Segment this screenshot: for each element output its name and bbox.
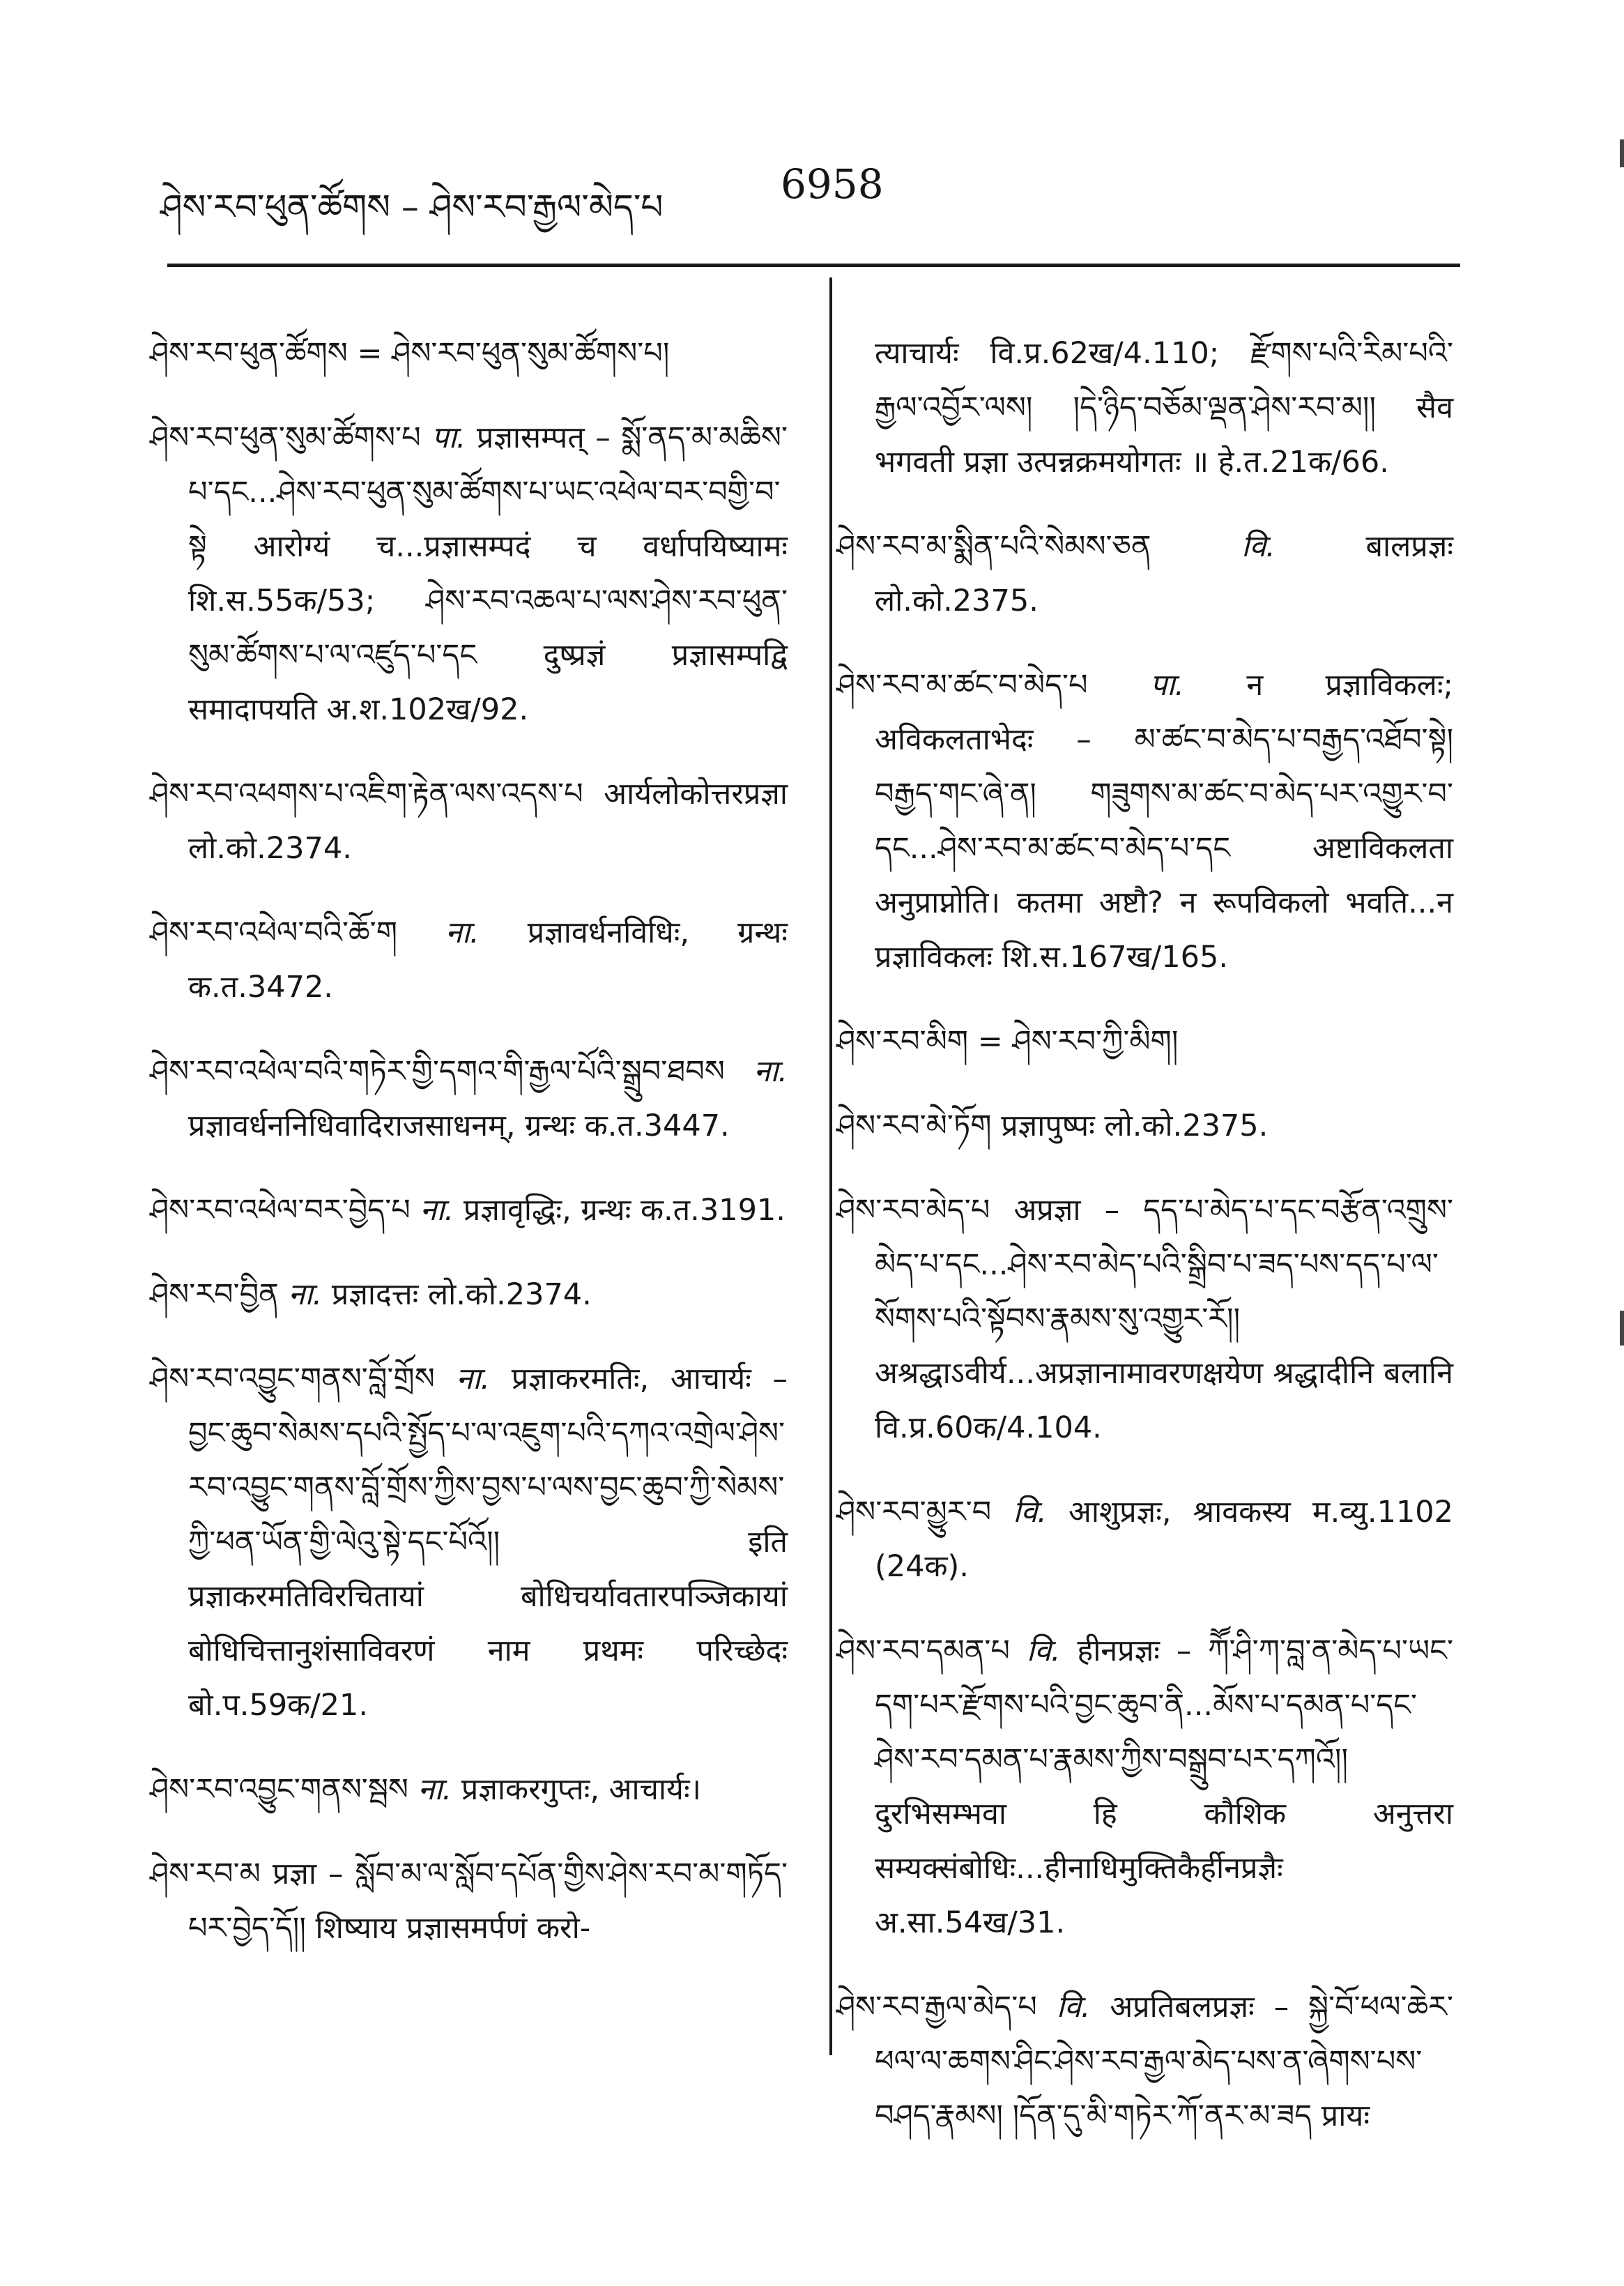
entry-abbreviation: ना. [288,1277,323,1312]
dictionary-entry [150,1044,788,1153]
dictionary-entry [150,411,788,737]
dictionary-entry [836,1014,1453,1069]
entry-headword: ཤེས་རབ་ཕུན་ཚོགས [150,336,348,371]
entry-definition: प्रज्ञाकरमतिः, आचार्यः – བྱང་ཆུབ་སེམས་དཔའི་སྤྱོད་པ་ལ་འཇུག་པའི་དཀའ་འགྲེལ་ཤེས་རབ་འབྱུང་གནས་བློ་གྲོས་ཀྱིས་བྱས་པ་ལས་བྱང་ཆུབ་ཀྱི་སེམས་ཀྱི་ཕན་ཡོན་གྱི་ལེའུ་སྟེ་དང་པོའོ།། इति प्रज्ञाकरमतिविरचितायां बोधिचर्यावतारपञ्जिकायां बोधिचित्तानुशंसाविवरणं नाम प्रथमः परिच्छेदः बो.प.59क/21. [188,1362,788,1723]
entry-headword: ཤེས་རབ་བྱིན [150,1277,279,1312]
dictionary-entry [836,519,1453,628]
entry-definition: प्रज्ञा – སློབ་མ་ལ་སློབ་དཔོན་གྱིས་ཤེས་རབ་མ་གཏོད་པར་བྱེད་དོ།། शिष्याय प्रज्ञासमर्पणं करो- [188,1857,788,1946]
entry-headword: ཤེས་རབ་མྱུར་བ [836,1495,992,1530]
scan-margin-mark [1620,1311,1624,1346]
scan-margin-mark [1620,139,1624,167]
entry-headword: ཤེས་རབ་མ་ཚང་བ་མེད་པ [836,668,1088,703]
entry-headword: ཤེས་རབ་འཕགས་པ་འཇིག་རྟེན་ལས་འདས་པ [150,777,583,811]
entry-headword: ཤེས་རབ་འཕེལ་བའི་གཏེར་གྱི་དགའ་གི་རྒྱལ་པོའི་སྒྲུབ་ཐབས [150,1054,725,1089]
entry-definition: हीनप्रज्ञः – ཀཽ་ཤི་ཀ་བླ་ན་མེད་པ་ཡང་དག་པར་རྫོགས་པའི་བྱང་ཆུབ་ནི...མོས་པ་དམན་པ་དང་ཤེས་རབ་དམན་པ་རྣམས་ཀྱིས་བསྒྲུབ་པར་དཀའོ།། दुरभिसम्भवा हि कौशिक अनुत्तरा सम्यक्संबोधिः...हीनाधिमुक्तिकैर्हीनप्रज्ञैः अ.सा.54ख/31. [875,1633,1454,1940]
entry-definition: प्रज्ञावर्धनविधिः, ग्रन्थः क.त.3472. [188,915,788,1005]
entry-definition: बालप्रज्ञः लो.को.2375. [875,529,1454,618]
dictionary-entry [150,326,788,381]
entry-headword: ཤེས་རབ་རྒྱལ་མེད་པ [836,1990,1037,2025]
page-number: 6958 [781,160,884,208]
entry-headword: ཤེས་རབ་འབྱུང་གནས་བློ་གྲོས [150,1362,435,1396]
entry-definition: प्रज्ञावर्धननिधिवादिराजसाधनम्, ग्रन्थः क.त.3447. [188,1108,730,1143]
entry-abbreviation: वि. [1013,1495,1047,1530]
entry-abbreviation: ना. [753,1054,788,1089]
dictionary-entry [836,1624,1453,1950]
dictionary-entry [150,906,788,1014]
header-rule [167,264,1460,267]
dictionary-entry-continuation [836,326,1453,489]
entry-definition: अप्रज्ञा – དད་པ་མེད་པ་དང་བརྩོན་འགྲུས་མེད་པ་དང...ཤེས་རབ་མེད་པའི་སྒྲིབ་པ་ཟད་པས་དད་པ་ལ་སོགས་པའི་སྟོབས་རྣམས་སུ་འགྱུར་རོ།། अश्रद्धाऽवीर्य...अप्रज्ञानामावरणक्षयेण श्रद्धादीनि बलानि वि.प्र.60क/4.104. [875,1193,1454,1445]
column-divider [829,277,832,2055]
dictionary-entry [836,1183,1453,1455]
entry-abbreviation: ना. [445,915,480,950]
dictionary-entry [150,767,788,876]
dictionary-entry [836,1980,1453,2143]
dictionary-entry [150,1267,788,1322]
entry-definition: प्रज्ञादत्तः लो.को.2374. [331,1277,592,1312]
entry-definition: प्रज्ञापुष्पः लो.को.2375. [1001,1108,1269,1143]
entry-headword: ཤེས་རབ་མིག [836,1024,969,1059]
entry-abbreviation: ना. [420,1193,454,1228]
entry-definition: = ཤེས་རབ་ཕུན་སུམ་ཚོགས་པ། [357,336,670,371]
dictionary-entry [150,1847,788,1956]
dictionary-entry [150,1762,788,1817]
entry-headword: ཤེས་རབ་མ་སྨིན་པའི་སེམས་ཅན [836,529,1151,564]
entry-abbreviation: ना. [418,1772,452,1807]
entry-abbreviation: वि. [1241,529,1276,564]
entry-definition: प्रज्ञावृद्धिः, ग्रन्थः क.त.3191. [463,1193,786,1228]
entry-headword: ཤེས་རབ་མེད་པ [836,1193,990,1228]
dictionary-entry [836,1099,1453,1153]
entry-headword: ཤེས་རབ་ཕུན་སུམ་ཚོགས་པ [150,420,421,455]
entry-definition: = ཤེས་རབ་ཀྱི་མིག། [977,1024,1179,1059]
entry-headword: ཤེས་རབ་འབྱུང་གནས་སྦས [150,1772,408,1807]
dictionary-entry [836,658,1453,984]
entry-definition: आशुप्रज्ञः, श्रावकस्य म.व्यु.1102 (24क). [875,1495,1454,1584]
dictionary-entry [150,1352,788,1732]
dictionary-entry [836,1485,1453,1594]
entry-definition: अप्रतिबलप्रज्ञः – སྐྱེ་བོ་ཕལ་ཆེར་ཕལ་ལ་ཆགས་ཤིང་ཤེས་རབ་རྒྱལ་མེད་པས་ན་ཞེགས་པས་བཤད་རྣམས། །དོན་དུ་མི་གཏེར་ཀོ་ནར་མ་ཟད प्रायः [875,1990,1454,2133]
entry-abbreviation: वि. [1056,1990,1091,2025]
page-header [160,160,1450,227]
left-column [150,296,788,1968]
entry-headword: ཤེས་རབ་མེ་ཏོག [836,1108,992,1143]
dictionary-entry [150,1183,788,1237]
running-head: ཤེས་རབ་ཕུན་ཚོགས – ཤེས་རབ་རྒྱལ་མེད་པ [160,187,664,227]
entry-definition: न प्रज्ञाविकलः; अविकलताभेदः – མ་ཚང་བ་མེད་པ་བརྒྱད་འཐོབ་སྟེ། བརྒྱད་གང་ཞེ་ན། གཟུགས་མ་ཚང་བ་མེད་པར་འགྱུར་བ་དང...ཤེས་རབ་མ་ཚང་བ་མེད་པ་དང अष्टाविकलता अनुप्राप्नोति। कतमा अष्टौ? न रूपविकलो भवति...न प्रज्ञाविकलः शि.स.167ख/165. [875,668,1454,975]
right-column [836,296,1453,2156]
entry-abbreviation: पा. [1149,668,1185,703]
entry-definition: त्याचार्यः वि.प्र.62ख/4.110; རྫོགས་པའི་རིམ་པའི་རྒྱལ་འབྱོར་ལས། །དེ་ཉིད་བཅོམ་ལྡན་ཤེས་རབ་མ།། सैव भगवती प्रज्ञा उत्पन्नक्रमयोगतः ॥ हे.त.21क/66. [875,336,1453,480]
entry-abbreviation: ना. [456,1362,491,1396]
entry-definition: प्रज्ञाकरगुप्तः, आचार्यः। [461,1772,701,1807]
entry-definition: प्रज्ञासम्पत् – སྨོ་ནད་མ་མཆིས་པ་དང...ཤེས་རབ་ཕུན་སུམ་ཚོགས་པ་ཡང་འཕེལ་བར་བགྱི་བ་སྟེ आरोग्यं च...प्रज्ञासम्पदं च वर्धापयिष्यामः शि.स.55क/53; ཤེས་རབ་འཆལ་པ་ལས་ཤེས་རབ་ཕུན་སུམ་ཚོགས་པ་ལ་འཛུད་པ་དང दुष्प्रज्ञं प्रज्ञासम्पद्वि समादापयति अ.श.102ख/92. [188,420,788,727]
entry-headword: ཤེས་རབ་དམན་པ [836,1633,1010,1668]
entry-abbreviation: पा. [431,420,466,455]
entry-abbreviation: वि. [1026,1633,1061,1668]
entry-headword: ཤེས་རབ་འཕེལ་བའི་ཆོ་ག [150,915,397,950]
entry-definition: आर्यलोकोत्तरप्रज्ञा लो.को.2374. [188,777,788,866]
entry-headword: ཤེས་རབ་འཕེལ་བར་བྱེད་པ [150,1193,411,1228]
entry-headword: ཤེས་རབ་མ [150,1857,261,1891]
